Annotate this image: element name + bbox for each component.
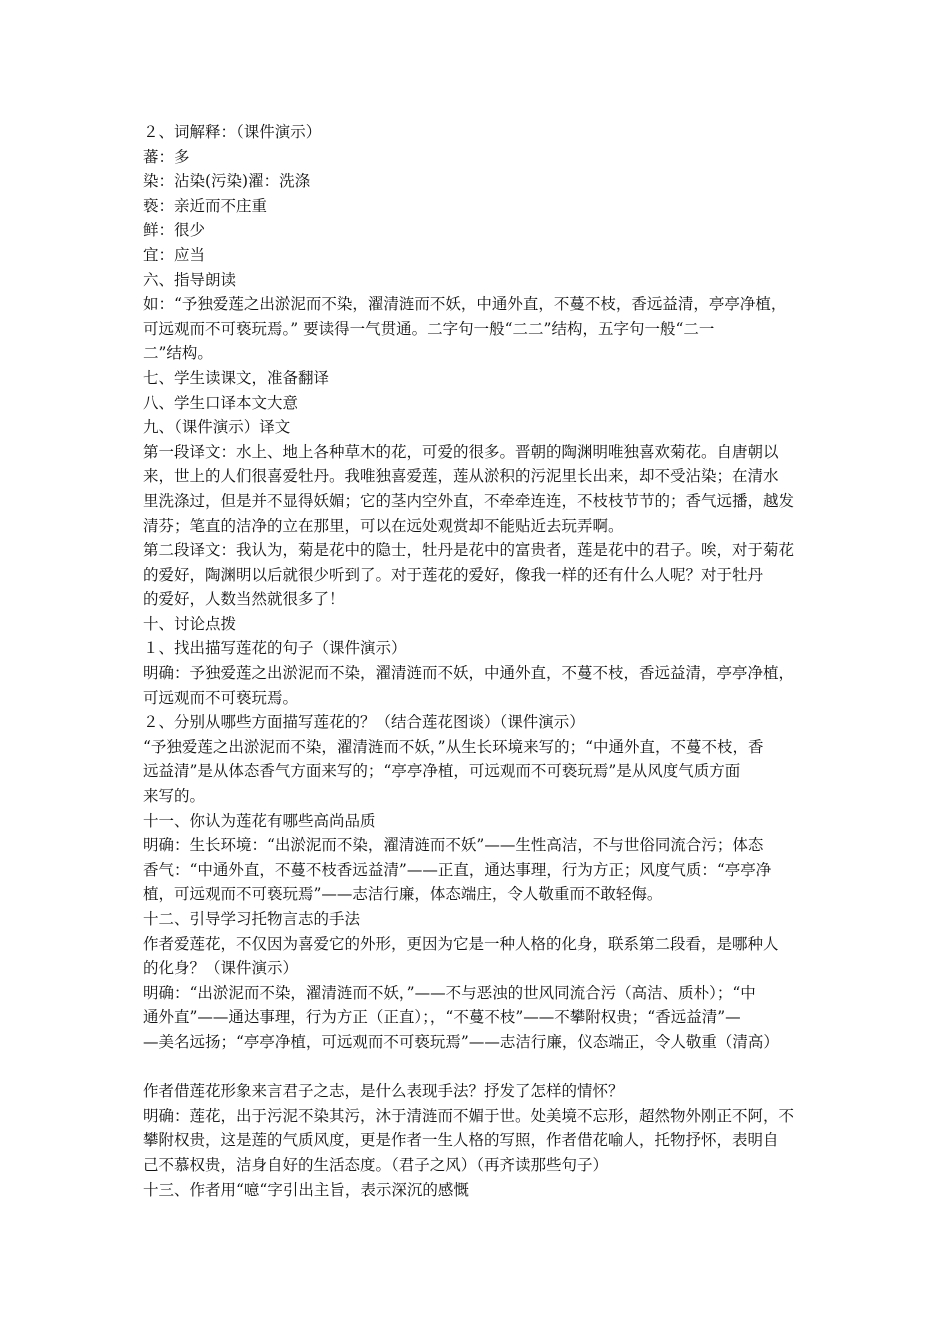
text-line: 鲜：很少: [143, 221, 206, 240]
text-line: 十一、你认为莲花有哪些高尚品质: [143, 811, 376, 830]
text-line: 的化身？（课件演示）: [143, 959, 299, 978]
text-line: 明确：生长环境：“出淤泥而不染，濯清涟而不妖”——生性高洁，不与世俗同流合污；体态: [143, 836, 764, 855]
text-line: 第二段译文：我认为，菊是花中的隐士，牡丹是花中的富贵者，莲是花中的君子。唉，对于菊花: [143, 541, 795, 560]
text-line: 染：沾染(污染)濯：洗涤: [143, 172, 311, 191]
text-line: [143, 1055, 810, 1080]
text-line: 植，可远观而不可亵玩焉”——志洁行廉，体态端庄，令人敬重而不敢轻侮。: [143, 885, 663, 904]
text-line: 明确：莲花，出于污泥不染其污，沐于清涟而不媚于世。处美境不忘形，超然物外刚正不阿，不: [143, 1106, 795, 1125]
text-line: 的爱好，人数当然就很多了！: [143, 590, 345, 609]
text-line: 通外直”——通达事理，行为方正（正直）；，“不蔓不枝”——不攀附权贵；“香远益清”—: [143, 1008, 741, 1027]
text-line: 九、（课件演示）译文: [143, 418, 291, 437]
text-line: 第一段译文：水上、地上各种草木的花，可爱的很多。晋朝的陶渊明唯独喜欢菊花。自唐朝以: [143, 442, 779, 461]
text-line: 十、讨论点拨: [143, 614, 237, 633]
text-line: １、找出描写莲花的句子（课件演示）: [143, 639, 407, 658]
text-line: 的爱好，陶渊明以后就很少听到了。对于莲花的爱好，像我一样的还有什么人呢？对于牡丹: [143, 565, 764, 584]
text-line: 明确：予独爱莲之出淤泥而不染，濯清涟而不妖，中通外直，不蔓不枝，香远益清，亭亭净植，: [143, 664, 795, 683]
text-line: 十三、作者用“噫“字引出主旨，表示深沉的感慨: [143, 1180, 469, 1199]
text-line: 如：“予独爱莲之出淤泥而不染，濯清涟而不妖，中通外直，不蔓不枝，香远益清，亭亭净植，: [143, 295, 787, 314]
text-line: 八、学生口译本文大意: [143, 393, 299, 412]
text-line: —美名远扬；“亭亭净植，可远观而不可亵玩焉”——志洁行廉，仪态端正，令人敬重（清高）: [143, 1032, 779, 1051]
text-line: 来写的。: [143, 787, 206, 806]
text-line: “予独爱莲之出淤泥而不染，濯清涟而不妖，”从生长环境来写的；“中通外直，不蔓不枝，香: [143, 737, 764, 756]
text-line: 十二、引导学习托物言志的手法: [143, 910, 361, 928]
text-line: 香气：“中通外直，不蔓不枝香远益清”——正直，通达事理，行为方正；风度气质：“亭亭净: [143, 860, 772, 879]
text-line: 来，世上的人们很喜爱牡丹。我唯独喜爱莲，莲从淤积的污泥里长出来，却不受沾染；在清水: [143, 467, 779, 486]
text-line: ２、分别从哪些方面描写莲花的？（结合莲花图谈）（课件演示）: [143, 713, 585, 732]
text-line: 攀附权贵，这是莲的气质风度，更是作者一生人格的写照，作者借花喻人，托物抒怀，表明自: [143, 1131, 779, 1150]
text-line: 可远观而不可亵玩焉。” 要读得一气贯通。二字句一般“二二”结构，五字句一般“二一: [143, 319, 715, 338]
text-line: 可远观而不可亵玩焉。: [143, 688, 299, 707]
text-line: 六、指导朗读: [143, 270, 237, 289]
text-line: 己不慕权贵，洁身自好的生活态度。（君子之风）（再齐读那些句子）: [143, 1155, 609, 1174]
text-line: 亵：亲近而不庄重: [143, 196, 268, 215]
text-line: 远益清”是从体态香气方面来写的；“亭亭净植，可远观而不可亵玩焉”是从风度气质方面: [143, 762, 741, 781]
text-line: 二”结构。: [143, 344, 213, 363]
text-line: ２、词解释：（课件演示）: [143, 123, 322, 141]
text-line: 里洗涤过，但是并不显得妖媚；它的茎内空外直，不牵牵连连，不枝枝节节的；香气远播，越发: [143, 491, 795, 510]
text-line: 七、学生读课文，准备翻译: [143, 368, 330, 387]
text-line: 清芬；笔直的洁净的立在那里，可以在远处观赏却不能贴近去玩弄啊。: [143, 516, 624, 535]
text-line: 蕃：多: [143, 147, 190, 166]
text-line: 明确：“出淤泥而不染，濯清涟而不妖，”——不与恶浊的世风同流合污（高洁、质朴）；“中: [143, 983, 756, 1002]
text-line: 作者借莲花形象来言君子之志，是什么表现手法？抒发了怎样的情怀？: [143, 1082, 624, 1101]
text-line: 宜：应当: [143, 245, 206, 264]
text-line: 作者爱莲花，不仅因为喜爱它的外形，更因为它是一种人格的化身，联系第二段看，是哪种人: [143, 934, 779, 953]
